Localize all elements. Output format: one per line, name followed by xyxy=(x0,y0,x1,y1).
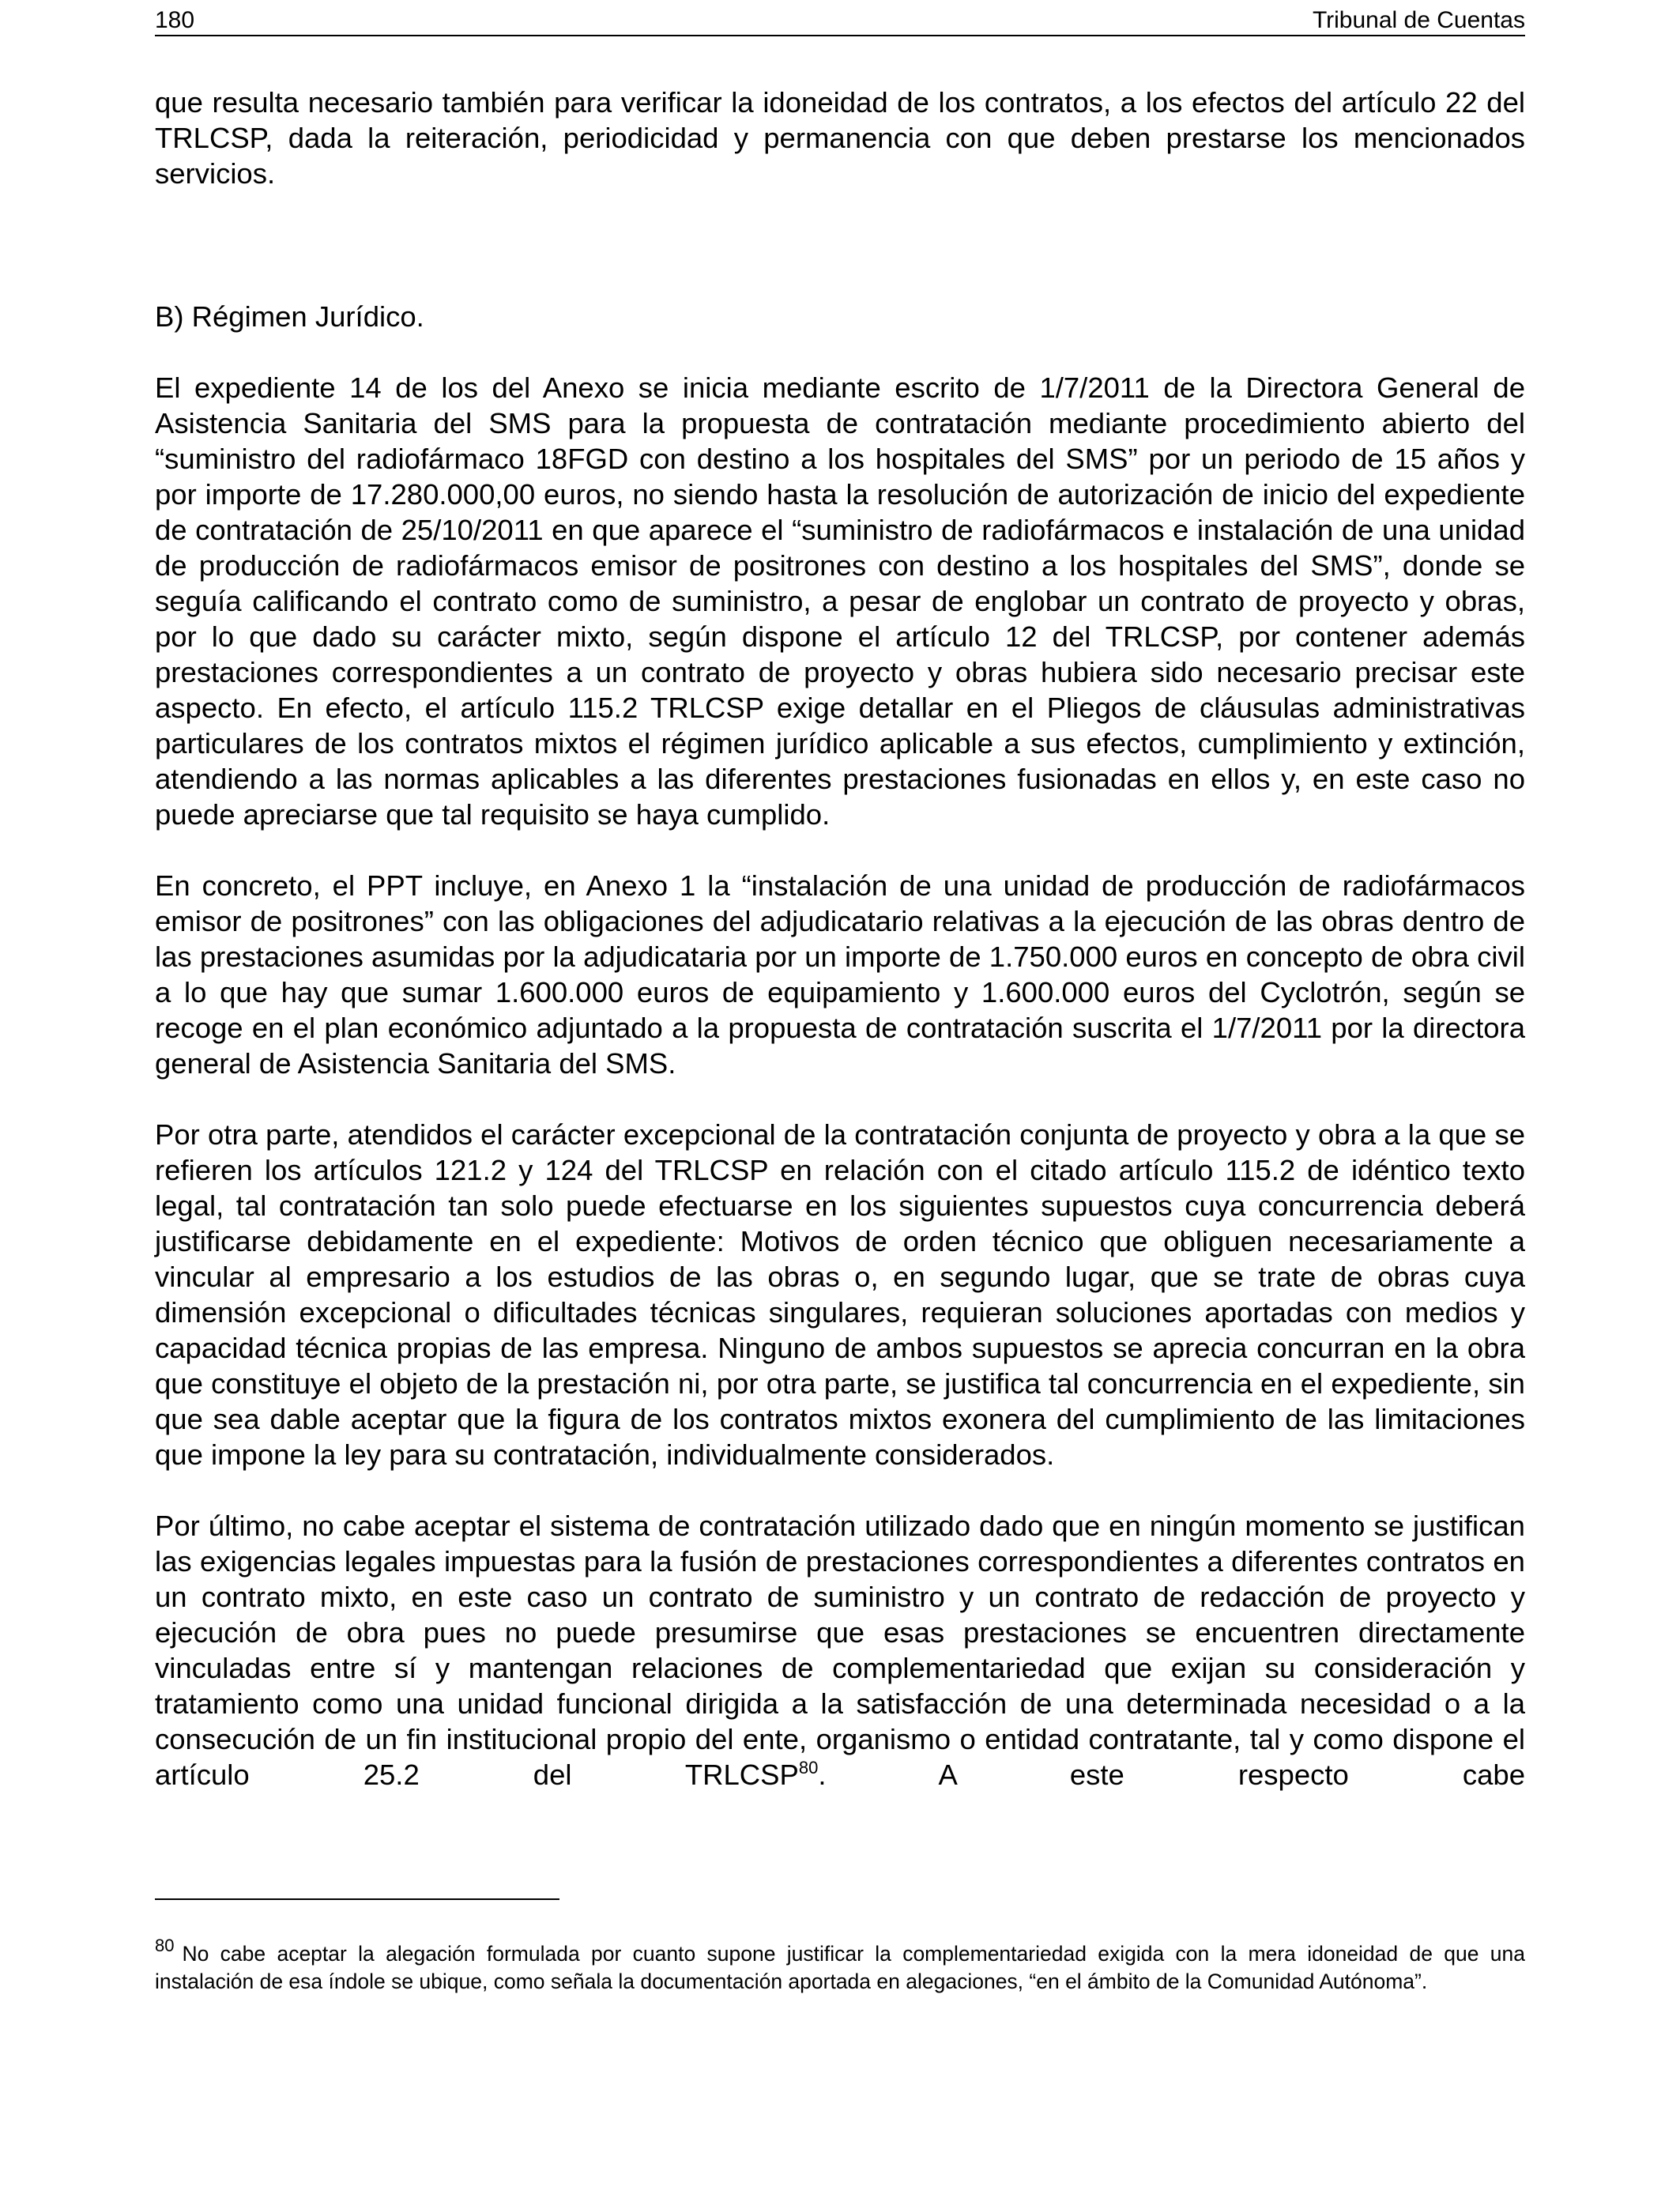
body-text xyxy=(155,85,1525,1793)
paragraph-ultimo-tail: . A este respecto cabe xyxy=(818,1759,1525,1791)
running-title: Tribunal de Cuentas xyxy=(1312,7,1525,33)
paragraph-otra-parte: Por otra parte, atendidos el carácter excepcional de la contratación conjunta de proyecto y obra a la que se refieren los artículos 121.2 y 124 del TRLCSP en relación con el citado artículo 115.2 de idéntico texto legal, tal contratación tan solo puede efectuarse en los siguientes supuestos cuya concurrencia deberá justificarse debidamente en el expediente: Motivos de orden técnico que obliguen necesariamente a vincular al empresario a los estudios de las obras o, en segundo lugar, que se trate de obras cuya dimensión excepcional o dificultades técnicas singulares, requieran soluciones aportadas con medios y capacidad técnica propias de las empresa. Ninguno de ambos supuestos se aprecia concurran en la obra que constituye el objeto de la prestación ni, por otra parte, se justifica tal concurrencia en el expediente, sin que sea dable aceptar que la figura de los contratos mixtos exonera del cumplimiento de las limitaciones que impone la ley para su contratación, individualmente considerados. xyxy=(155,1118,1525,1471)
page-header xyxy=(155,6,1525,36)
footnote-reference[interactable]: 80 xyxy=(798,1758,819,1777)
paragraph-ppt: En concreto, el PPT incluye, en Anexo 1 la “instalación de una unidad de producción de radiofármacos emisor de positrones” con las obligaciones del adjudicatario relativas a la ejecución de las obras dentro de las prestaciones asumidas por la adjudicataria por un importe de 1.750.000 euros en concepto de obra civil a lo que hay que sumar 1.600.000 euros de equipamiento y 1.600.000 euros del Cyclotrón, según se recoge en el plan económico adjuntado a la propuesta de contratación suscrita el 1/7/2011 por la directora general de Asistencia Sanitaria del SMS. xyxy=(155,869,1525,1080)
page-number: 180 xyxy=(155,7,195,33)
paragraph-ultimo-text: Por último, no cabe aceptar el sistema de contratación utilizado dado que en ningún momento se justifican las exigencias legales impuestas para la fusión de prestaciones correspondientes a diferentes contratos en un contrato mixto, en este caso un contrato de suministro y un contrato de redacción de proyecto y ejecución de obra pues no puede presumirse que esas prestaciones se encuentren directamente vinculadas entre sí y mantengan relaciones de complementariedad que exijan su consideración y tratamiento como una unidad funcional dirigida a la satisfacción de una determinada necesidad o a la consecución de un fin institucional propio del ente, organismo o entidad contratante, tal y como dispone el artículo 25.2 del TRLCSP xyxy=(155,1510,1525,1791)
footnote-number: 80 xyxy=(155,1936,175,1955)
paragraph-expediente: El expediente 14 de los del Anexo se inicia mediante escrito de 1/7/2011 de la Directora General de Asistencia Sanitaria del SMS para la propuesta de contratación mediante procedimiento abierto del “suministro del radiofármaco 18FGD con destino a los hospitales del SMS” por un periodo de 15 años y por importe de 17.280.000,00 euros, no siendo hasta la resolución de autorización de inicio del expediente de contratación de 25/10/2011 en que aparece el “suministro de radiofármacos e instalación de una unidad de producción de radiofármacos emisor de positrones con destino a los hospitales del SMS”, donde se seguía calificando el contrato como de suministro, a pesar de englobar un contrato de proyecto y obras, por lo que dado su carácter mixto, según dispone el artículo 12 del TRLCSP, por contener además prestaciones correspondientes a un contrato de proyecto y obras hubiera sido necesario precisar este aspecto. En efecto, el artículo 115.2 TRLCSP exige detallar en el Pliegos de cláusulas administrativas particulares de los contratos mixtos el régimen jurídico aplicable a sus efectos, cumplimiento y extinción, atendiendo a las normas aplicables a las diferentes prestaciones fusionadas en ellos y, en este caso no puede apreciarse que tal requisito se haya cumplido. xyxy=(155,371,1525,831)
paragraph-ultimo xyxy=(155,1508,1525,1793)
footnote-separator xyxy=(155,1898,559,1900)
intro-paragraph: que resulta necesario también para verificar la idoneidad de los contratos, a los efectos del artículo 22 del TRLCSP, dada la reiteración, periodicidad y permanencia con que deben prestarse los mencionados servicios. xyxy=(155,86,1525,190)
footnote-text: No cabe aceptar la alegación formulada por cuanto supone justificar la complementariedad exigida con la mera idoneidad de que una instalación de esa índole se ubique, como señala la documentación aportada en alegaciones, “en el ámbito de la Comunidad Autónoma”. xyxy=(155,1942,1525,1993)
section-heading: B) Régimen Jurídico. xyxy=(155,300,424,333)
footnote xyxy=(155,1936,1525,1996)
